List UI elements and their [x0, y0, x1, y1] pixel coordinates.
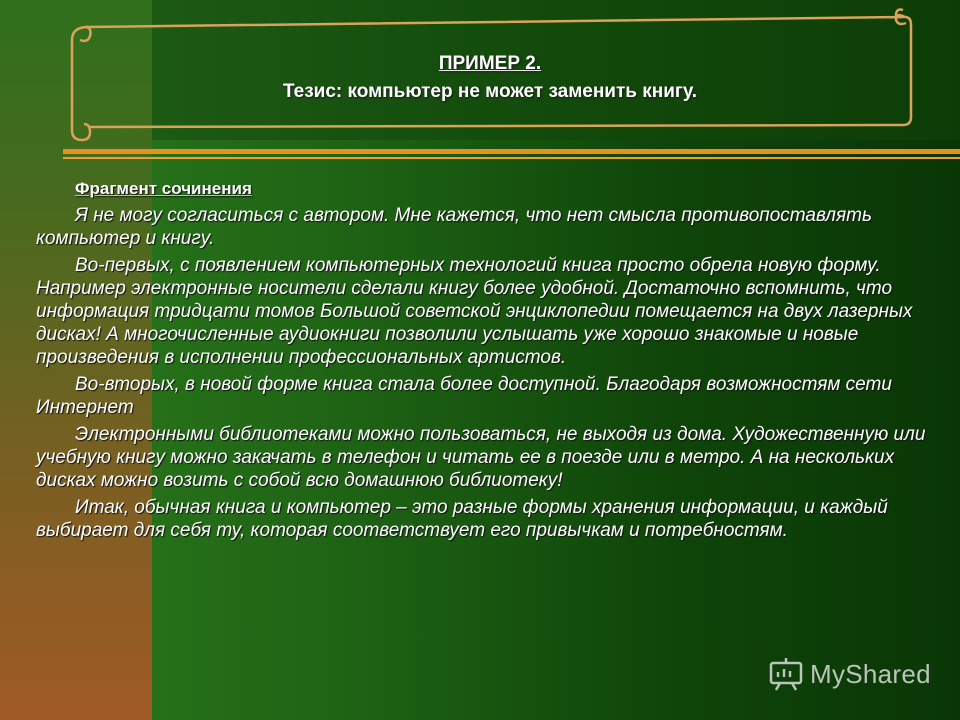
essay-fragment [36, 177, 936, 546]
fragment-subtitle: Фрагмент сочинения [75, 179, 252, 198]
thesis-line: Тезис: компьютер не может заменить книгу. [282, 81, 698, 102]
paragraph-3: Во-вторых, в новой форме книга стала более доступной. Благодаря возможностям сети Интернет [36, 374, 892, 418]
paragraph-2: Во-первых, с появлением компьютерных технологий книга просто обрела новую форму. Например электронные носители сделали книгу более удобной. Достаточно вспомнить, что информация тридцати томов Большой советской энциклопедии помещается на двух лазерных дисках! А многочисленные аудиокниги позволили услышать уже хорошо знакомые и новые произведения в исполнении профессиональных артистов. [36, 255, 913, 368]
myshared-watermark [768, 656, 931, 692]
paragraph-1: Я не могу согласиться с автором. Мне кажется, что нет смысла противопоставлять компьютер и книгу. [36, 205, 872, 249]
presentation-board-icon [768, 656, 804, 692]
paragraph-5: Итак, обычная книга и компьютер – это разные формы хранения информации, и каждый выбирает для себя ту, которая соответствует его привычкам и потребностям. [36, 497, 888, 541]
orange-divider-thick [63, 149, 960, 154]
example-number: ПРИМЕР 2. [438, 53, 542, 74]
slide-title [90, 52, 890, 106]
orange-divider-thin [63, 157, 960, 159]
watermark-text: MyShared [810, 658, 931, 689]
paragraph-4: Электронными библиотеками можно пользоваться, не выходя из дома. Художественную или учебную книгу можно закачать в телефон и читать ее в поезде или в метро. А на нескольких дисках можно возить с собой всю домашнюю библиотеку! [36, 424, 926, 491]
